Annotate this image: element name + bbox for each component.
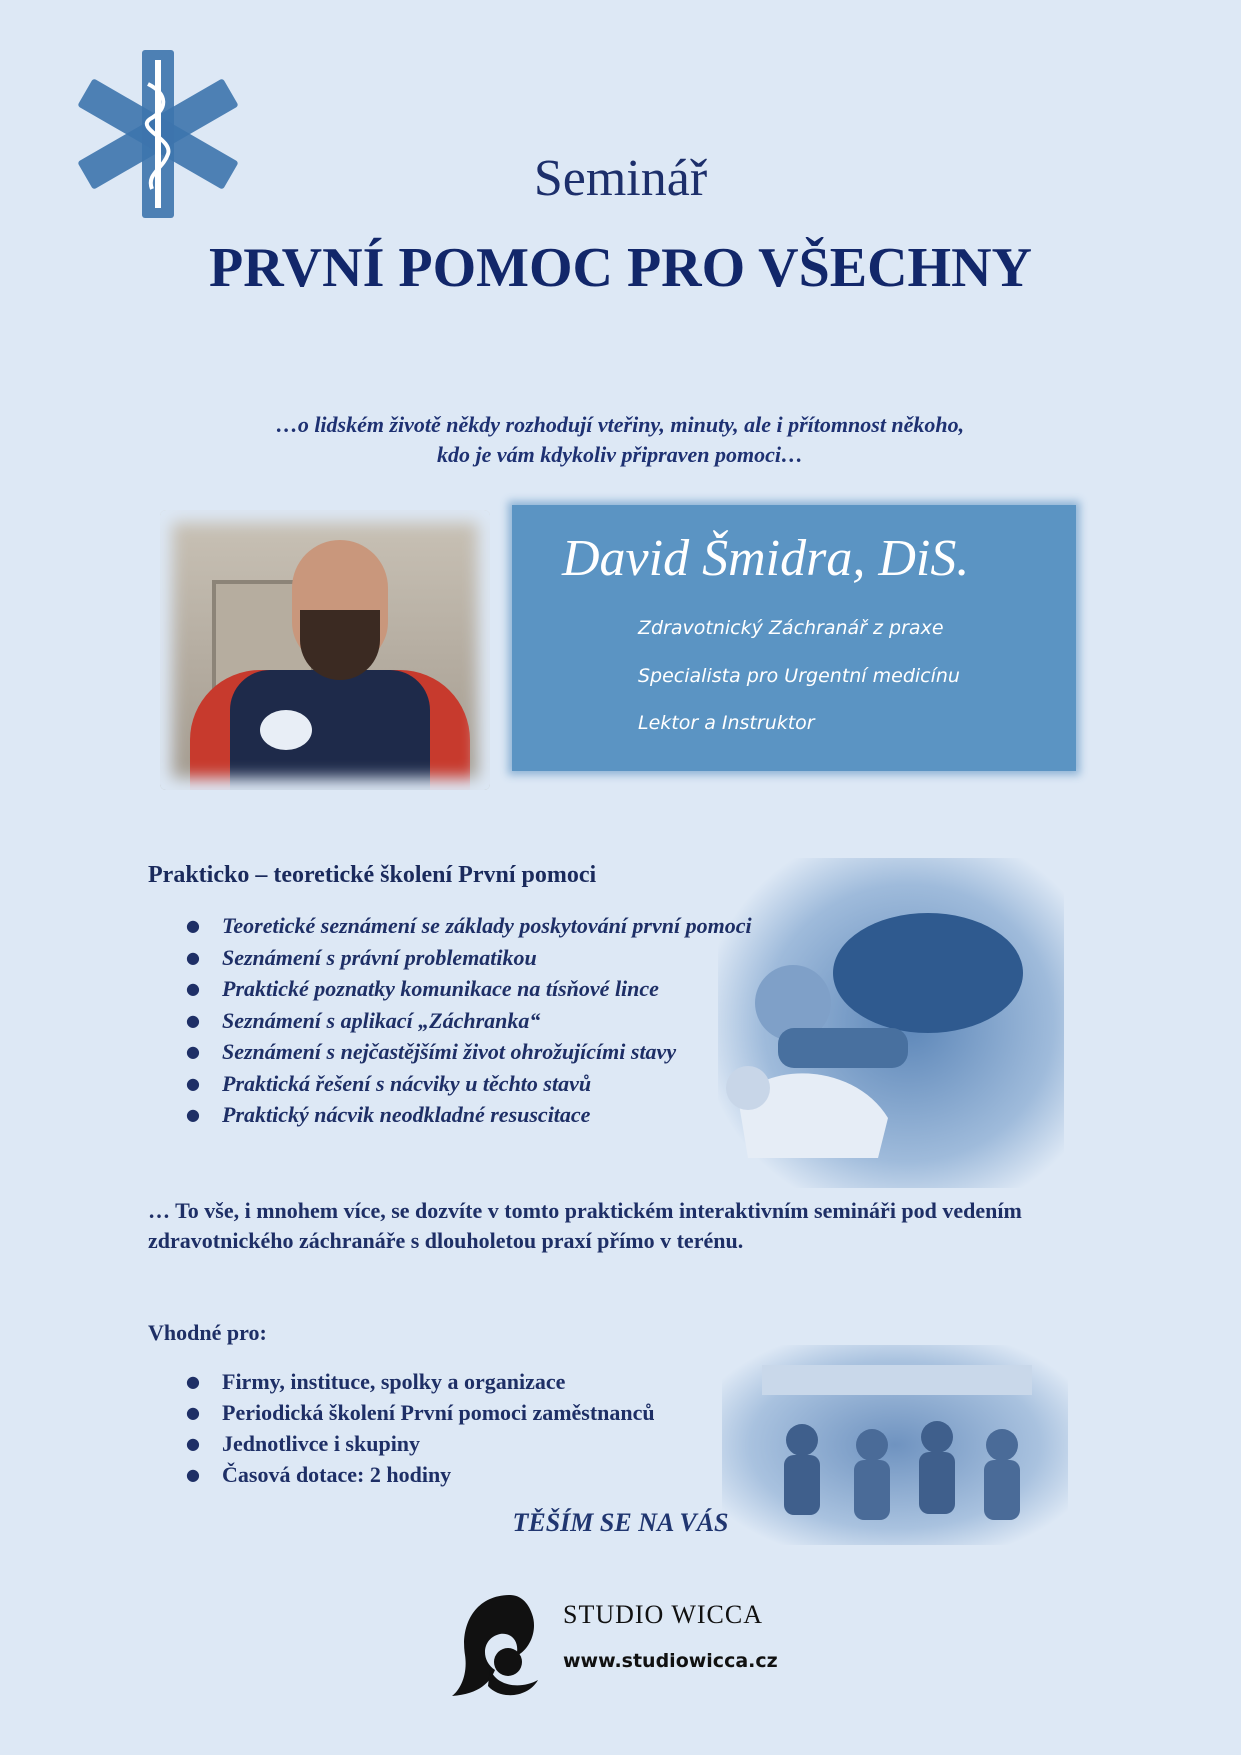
intro-line-2: kdo je vám kdykoliv připraven pomoci… (437, 442, 803, 467)
list-item (186, 1428, 655, 1459)
audience-text: Jednotlivce i skupiny (222, 1431, 421, 1456)
training-heading: Prakticko – teoretické školení První pomoci (148, 862, 597, 888)
presenter-panel (512, 505, 1076, 771)
brand-url[interactable]: www.studiowicca.cz (563, 1650, 778, 1672)
bullet-dot-icon: ● (186, 1372, 200, 1391)
audience-heading: Vhodné pro: (148, 1320, 267, 1345)
topic-text: Praktické poznatky komunikace na tísňové lince (222, 976, 659, 1001)
audience-list (186, 1366, 655, 1490)
list-item (186, 1068, 752, 1100)
presenter-photo (160, 510, 490, 790)
seminar-label: Seminář (533, 150, 708, 207)
bullet-dot-icon: ● (186, 916, 200, 935)
cpr-training-photo (718, 858, 1064, 1188)
brand-name: STUDIO WICCA (563, 1600, 764, 1629)
bullet-dot-icon: ● (186, 947, 200, 967)
list-item (186, 910, 752, 942)
list-item (186, 1005, 752, 1037)
topic-text: Seznámení s právní problematikou (222, 944, 537, 970)
topic-text: Seznámení s nejčastějšími život ohrožujícími stavy (222, 1039, 677, 1064)
bullet-dot-icon: ● (186, 1403, 200, 1422)
bullet-dot-icon: ● (186, 1465, 200, 1484)
bullet-dot-icon: ● (186, 979, 200, 998)
bullet-dot-icon: ● (186, 1042, 200, 1061)
list-item (186, 942, 752, 974)
topic-text: Praktická řešení s nácviky u těchto stavů (222, 1070, 592, 1096)
audience-text: Periodická školení První pomoci zaměstnanců (222, 1400, 655, 1425)
presenter-role: Zdravotnický Záchranář z praxe (638, 617, 944, 639)
topic-text: Seznámení s aplikací „Záchranka“ (222, 1007, 541, 1033)
list-item (186, 973, 752, 1005)
audience-text: Časová dotace: 2 hodiny (222, 1462, 452, 1487)
bullet-dot-icon: ● (186, 1434, 200, 1453)
topic-text: Teoretické seznámení se základy poskytování první pomoci (222, 913, 752, 938)
audience-text: Firmy, instituce, spolky a organizace (222, 1369, 566, 1394)
intro-quote (170, 410, 1070, 470)
topic-text: Praktický nácvik neodkladné resuscitace (222, 1102, 591, 1127)
bullet-dot-icon: ● (186, 1105, 200, 1124)
list-item (186, 1366, 655, 1397)
presenter-role: Specialista pro Urgentní medicínu (638, 665, 960, 687)
list-item (186, 1036, 752, 1068)
topics-list (186, 910, 752, 1131)
presenter-role: Lektor a Instruktor (638, 712, 815, 734)
bullet-dot-icon: ● (186, 1073, 200, 1093)
closing-line: TĚŠÍM SE NA VÁS (512, 1508, 729, 1537)
list-item (186, 1397, 655, 1428)
list-item (186, 1459, 655, 1490)
mother-child-logo-icon (450, 1590, 550, 1700)
intro-line-1: …o lidském životě někdy rozhodují vteřiny, minuty, ale i přítomnost někoho, (275, 412, 965, 437)
list-item (186, 1099, 752, 1131)
summary-paragraph: … To vše, i mnohem více, se dozvíte v tomto praktickém interaktivním semináři pod vedením zdravotnického záchranáře s dlouholetou praxí přímo v terénu. (148, 1198, 1022, 1253)
presenter-name: David Šmidra, DiS. (562, 530, 970, 587)
bullet-dot-icon: ● (186, 1010, 200, 1030)
page-title: PRVNÍ POMOC PRO VŠECHNY (209, 237, 1032, 299)
